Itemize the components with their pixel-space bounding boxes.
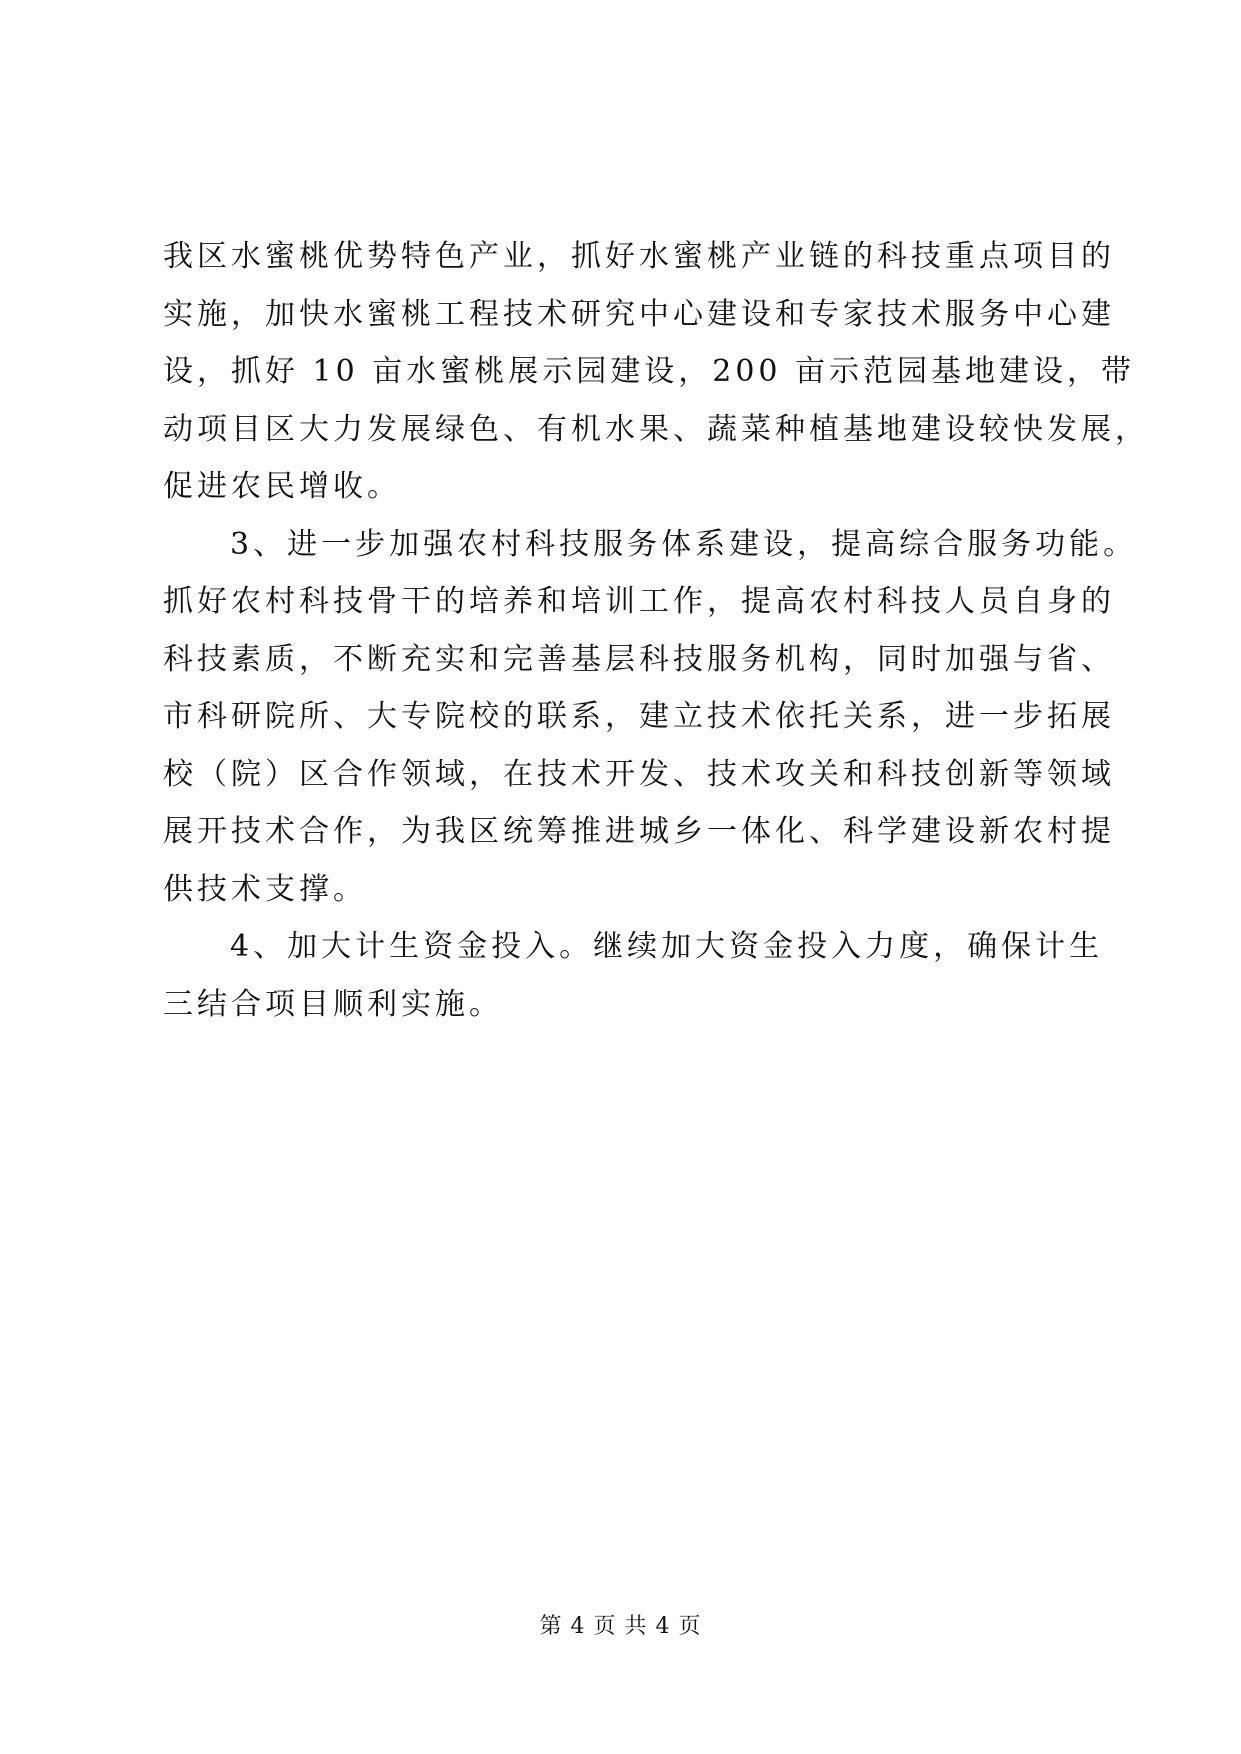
text-line: 三结合项目顺利实施。: [163, 986, 503, 1022]
text-line: 我区水蜜桃优势特色产业，抓好水蜜桃产业链的科技重点项目的: [163, 239, 1115, 274]
text-line: 抓好农村科技骨干的培养和培训工作，提高农村科技人员自身的: [163, 584, 1115, 619]
paragraph-1: [163, 228, 1149, 516]
text-line: 4、加大计生资金投入。继续加大资金投入力度，确保计生: [230, 929, 1104, 964]
page-number-footer: 第 4 页 共 4 页: [539, 1614, 702, 1639]
text-line: 科技素质，不断充实和完善基层科技服务机构，同时加强与省、: [163, 641, 1115, 677]
text-line: 市科研院所、大专院校的联系，建立技术依托关系，进一步拓展: [163, 699, 1115, 734]
text-line: 供技术支撑。: [163, 871, 367, 907]
text-line: 促进农民增收。: [163, 469, 401, 504]
text-line: 3、进一步加强农村科技服务体系建设，提高综合服务功能。: [230, 526, 1138, 562]
text-line: 动项目区大力发展绿色、有机水果、蔬菜种植基地建设较快发展，: [163, 411, 1149, 447]
text-line: 实施，加快水蜜桃工程技术研究中心建设和专家技术服务中心建: [163, 296, 1115, 332]
text-line: 校（院）区合作领域，在技术开发、技术攻关和科技创新等领域: [163, 756, 1115, 792]
text-line: 设，抓好 10 亩水蜜桃展示园建设，200 亩示范园基地建设，带: [163, 354, 1136, 389]
paragraph-2: [163, 516, 1138, 919]
document-body: [163, 228, 1149, 1033]
paragraph-3: [163, 918, 1104, 1033]
text-line: 展开技术合作，为我区统筹推进城乡一体化、科学建设新农村提: [163, 814, 1115, 849]
